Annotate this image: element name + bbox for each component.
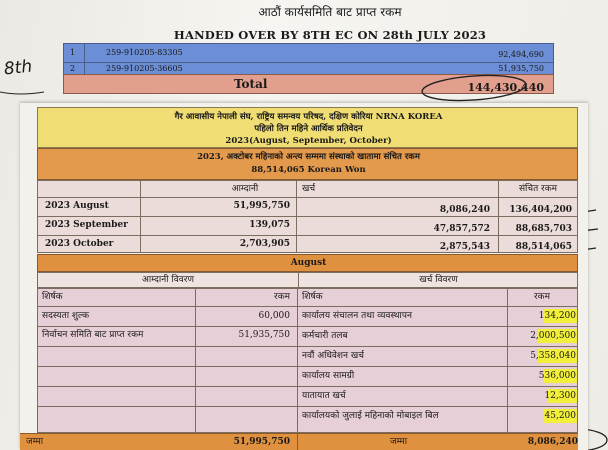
month-balance: 88,685,703 (515, 224, 572, 234)
month-label: 2023 August (45, 201, 109, 211)
income-item-amount: 51,935,750 (238, 330, 290, 340)
month-balance: 88,514,065 (515, 242, 572, 252)
expense-col-amount: रकम (534, 292, 550, 302)
expense-total-value: 8,086,240 (527, 437, 578, 447)
balance-value: 88,514,065 Korean Won (251, 165, 366, 175)
account-number: 259-910205-36605 (106, 64, 183, 73)
month-expense: 2,875,543 (439, 242, 490, 252)
total-label: Total (234, 77, 268, 91)
month-balance: 136,404,200 (509, 205, 572, 215)
expense-item-amount: 536,000 (538, 371, 576, 381)
section-month-band (37, 254, 578, 272)
income-detail-title: आम्दानी विवरण (142, 275, 194, 285)
income-item-label: निर्वाचन समिति बाट प्राप्त रकम (42, 330, 144, 340)
expense-col-heading: शिर्षक (302, 292, 323, 302)
header-income: आम्दानी (231, 184, 259, 194)
handwritten-note: 8th (2, 56, 34, 80)
detail-title-row (37, 272, 578, 288)
detail-total-row (20, 433, 578, 450)
org-line: गैर आवासीय नेपाली संघ, राष्ट्रिय समन्वय परिषद, दक्षिण कोरिया NRNA KOREA (174, 112, 443, 122)
month-expense: 47,857,572 (433, 224, 490, 234)
row-number: 1 (70, 48, 76, 57)
expense-item-amount: 45,200 (544, 411, 576, 421)
income-total-label: जम्मा (26, 437, 44, 447)
income-total-value: 51,995,750 (233, 437, 290, 447)
income-item-label: सदस्यता शुल्क (42, 311, 89, 321)
expense-item-amount: 12,300 (544, 391, 576, 401)
expense-item-amount: 2,000,500 (530, 331, 576, 341)
account-amount: 51,935,750 (498, 64, 544, 73)
total-value: 144,430,440 (467, 81, 544, 94)
report-header (37, 107, 578, 148)
account-amount: 92,494,690 (498, 50, 544, 59)
expense-detail-title: खर्च विवरण (419, 275, 458, 285)
expense-item-label: कार्यालय सामग्री (302, 371, 355, 381)
header-balance: संचित रकम (518, 184, 558, 194)
report-line: पहिलो तिन महिने आर्थिक प्रतिवेदन (254, 124, 363, 134)
expense-item-amount: 5,358,040 (530, 351, 576, 361)
month-income: 51,995,750 (233, 201, 290, 211)
month-label: 2023 October (45, 239, 114, 249)
section-month: August (290, 258, 327, 268)
month-income: 139,075 (249, 220, 290, 230)
expense-item-label: कर्मचारी तलब (302, 331, 348, 341)
top-title-nepali: आठौं कार्यसमिति बाट प्राप्त रकम (258, 5, 402, 19)
expense-item-label: यातायात खर्च (302, 391, 346, 401)
row-number: 2 (70, 64, 76, 73)
header-expense: खर्च (302, 184, 316, 194)
balance-block (37, 148, 578, 180)
month-label: 2023 September (45, 220, 128, 230)
balance-line: 2023, अक्टोबर महिनाको अन्त्य सम्ममा संस्थाको खातामा संचित रकम (197, 152, 420, 162)
expense-item-label: कार्यालयको जुलाई महिनाको मोबाइल बिल (302, 411, 439, 421)
income-col-heading: शिर्षक (42, 292, 63, 302)
expense-item-label: कार्यालय संचालन तथा व्यवस्थापन (302, 311, 412, 321)
income-item-amount: 60,000 (258, 311, 290, 321)
income-col-amount: रकम (274, 292, 290, 302)
expense-item-amount: 134,200 (538, 311, 576, 321)
period-line: 2023(August, September, October) (225, 136, 392, 146)
month-income: 2,703,905 (239, 239, 290, 249)
top-title-english: HANDED OVER BY 8TH EC ON 28th JULY 2023 (173, 28, 487, 42)
account-number: 259-910205-83305 (106, 48, 183, 57)
expense-item-label: नवौं अधिवेशन खर्च (302, 351, 364, 361)
expense-total-label: जम्मा (390, 437, 408, 447)
month-expense: 8,086,240 (439, 205, 490, 215)
